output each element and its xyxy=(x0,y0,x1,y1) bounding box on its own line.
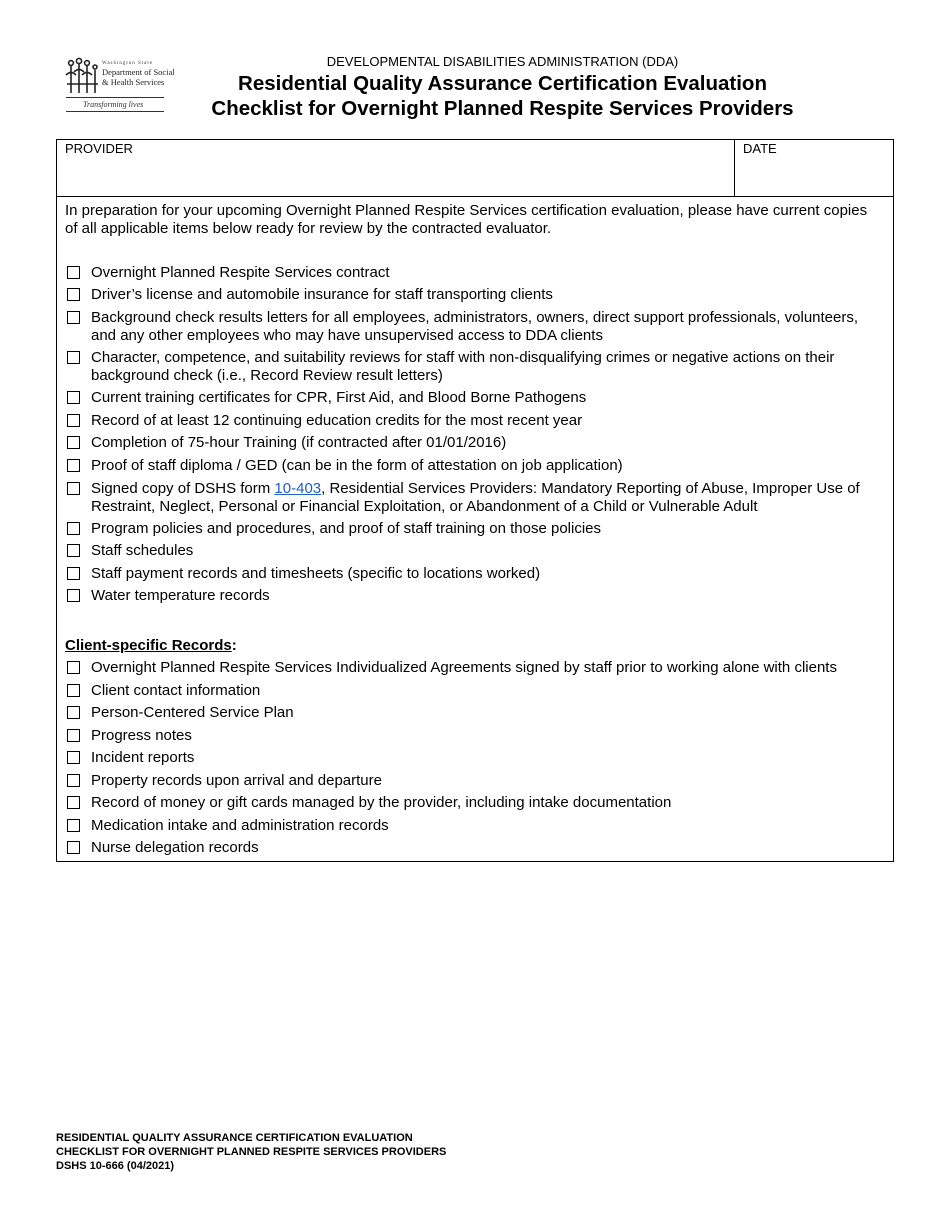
checklist-item-label: Program policies and procedures, and proof of staff training on those policies xyxy=(91,520,602,537)
logo-dept-line2: & Health Services xyxy=(102,76,165,87)
footer-form-number: DSHS 10-666 (04/2021) xyxy=(56,1160,175,1172)
page-title xyxy=(180,71,825,121)
form-link-after: , Residential Services Providers: Mandatory Reporting of Abuse, Improper Use of Restraint, Neglect, Personal or Financial Exploitation, or Abandonment of a Child or Vulnerable Adult xyxy=(91,480,860,515)
form-10-403-link[interactable]: 10-403 xyxy=(274,480,322,497)
form-link-before: Signed copy of DSHS form xyxy=(91,480,275,497)
footer-line-1: RESIDENTIAL QUALITY ASSURANCE CERTIFICATION EVALUATION xyxy=(56,1132,413,1144)
checklist-item-label: Progress notes xyxy=(91,727,192,744)
checklist-item-label: Proof of staff diploma / GED (can be in the form of attestation on job application) xyxy=(91,457,623,474)
logo-department xyxy=(102,68,175,87)
checkbox[interactable] xyxy=(67,522,80,535)
title-line-1: Residential Quality Assurance Certification Evaluation xyxy=(238,72,767,95)
checklist-item-label: Current training certificates for CPR, First Aid, and Blood Borne Pathogens xyxy=(91,389,587,406)
checkbox[interactable] xyxy=(67,684,80,697)
dshs-figures-icon xyxy=(64,57,100,95)
checklist-item-label: Overnight Planned Respite Services Individualized Agreements signed by staff prior to working alone with clients xyxy=(91,659,837,676)
checklist-form xyxy=(56,139,894,862)
checklist-item-label: Completion of 75-hour Training (if contracted after 01/01/2016) xyxy=(91,434,507,451)
logo-dept-line1: Department of Social xyxy=(102,67,175,77)
dshs-logo xyxy=(64,57,175,113)
checkbox[interactable] xyxy=(67,729,80,742)
checkbox[interactable] xyxy=(67,351,80,364)
checklist-item-label: Client contact information xyxy=(91,682,261,699)
provider-date-row xyxy=(57,140,893,197)
checklist-item-label: Driver’s license and automobile insurance for staff transporting clients xyxy=(91,286,553,303)
checklist-item-label: Nurse delegation records xyxy=(91,839,259,856)
checkbox[interactable] xyxy=(67,288,80,301)
checkbox[interactable] xyxy=(67,589,80,602)
checkbox[interactable] xyxy=(67,459,80,472)
checklist-item-label: Record of money or gift cards managed by the provider, including intake documentation xyxy=(91,794,672,811)
client-section-title-text: Client-specific Records xyxy=(65,637,232,654)
form-footer xyxy=(56,1131,446,1173)
logo-state: Washington State xyxy=(102,61,154,66)
provider-label: PROVIDER xyxy=(65,141,133,156)
intro-text: In preparation for your upcoming Overnight Planned Respite Services certification evaluation, please have current copies of all applicable items below ready for review by the contracted evaluator. xyxy=(65,202,868,237)
client-section-title-colon: : xyxy=(231,637,237,654)
checkbox[interactable] xyxy=(67,841,80,854)
checkbox[interactable] xyxy=(67,266,80,279)
checkbox[interactable] xyxy=(67,436,80,449)
checkbox[interactable] xyxy=(67,567,80,580)
checkbox[interactable] xyxy=(67,391,80,404)
checkbox[interactable] xyxy=(67,819,80,832)
checkbox[interactable] xyxy=(67,751,80,764)
checklist-item-label: Character, competence, and suitability reviews for staff with non-disqualifying crimes or negative actions on their background check (i.e., Record Review result letters) xyxy=(91,349,835,384)
footer-line-2: CHECKLIST FOR OVERNIGHT PLANNED RESPITE SERVICES PROVIDERS xyxy=(56,1146,447,1158)
checkbox[interactable] xyxy=(67,706,80,719)
checklist-item-label: Staff schedules xyxy=(91,542,194,559)
checklist-item-label: Staff payment records and timesheets (specific to locations worked) xyxy=(91,565,541,582)
checklist-item-label: Incident reports xyxy=(91,749,195,766)
logo-tagline: Transforming lives xyxy=(83,100,144,109)
checkbox[interactable] xyxy=(67,774,80,787)
agency-name: DEVELOPMENTAL DISABILITIES ADMINISTRATION (DDA) xyxy=(326,54,679,69)
provider-field[interactable] xyxy=(65,158,725,192)
checkbox[interactable] xyxy=(67,482,80,495)
checkbox[interactable] xyxy=(67,544,80,557)
client-section-title xyxy=(65,637,237,654)
date-cell xyxy=(734,140,894,196)
checkbox[interactable] xyxy=(67,661,80,674)
title-line-2: Checklist for Overnight Planned Respite Services Providers xyxy=(211,97,794,120)
checklist-item-label: Medication intake and administration records xyxy=(91,817,389,834)
checklist-item-label: Background check results letters for all employees, administrators, owners, direct support professionals, volunteers, and any other employees who may have unsupervised access to DDA clients xyxy=(91,309,859,344)
checklist-item-label xyxy=(91,480,883,516)
checklist-item-label: Overnight Planned Respite Services contract xyxy=(91,264,390,281)
date-label: DATE xyxy=(743,141,777,156)
checklist-item-label: Person-Centered Service Plan xyxy=(91,704,294,721)
checkbox[interactable] xyxy=(67,796,80,809)
checklist-item-label: Water temperature records xyxy=(91,587,270,604)
logo-divider xyxy=(66,97,164,98)
date-field[interactable] xyxy=(743,158,888,192)
checklist-item-label: Record of at least 12 continuing education credits for the most recent year xyxy=(91,412,583,429)
logo-divider-bottom xyxy=(66,111,164,112)
checklist-item-label: Property records upon arrival and departure xyxy=(91,772,382,789)
checkbox[interactable] xyxy=(67,414,80,427)
checkbox[interactable] xyxy=(67,311,80,324)
